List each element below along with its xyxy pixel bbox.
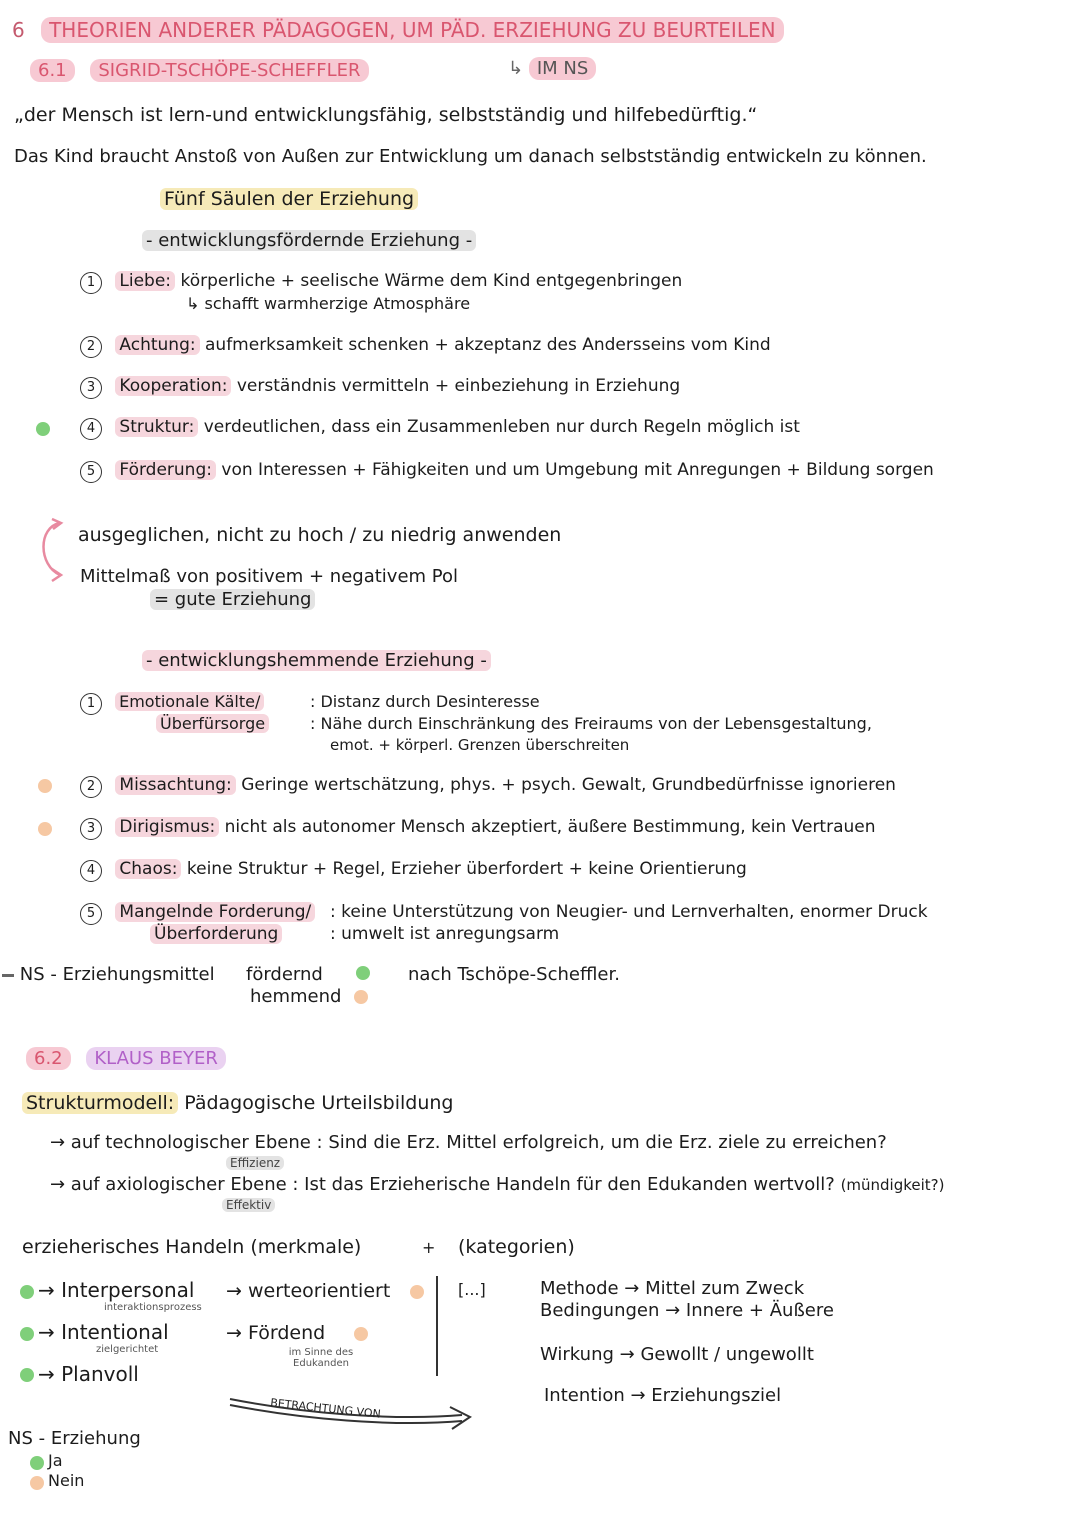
ns-side-note [508,58,596,79]
axio-sub [222,1198,275,1212]
section-number: 6 [12,18,25,42]
green-dot [30,1456,44,1470]
model-line [22,1092,453,1114]
hemmend-item-1-text3: emot. + körperl. Grenzen überschreiten [330,736,630,754]
subsection-title: KLAUS BEYER [86,1047,225,1070]
merkmal-interpersonal: → Interpersonal [38,1278,195,1302]
green-dot [20,1368,34,1382]
kategorie-methode: Methode → Mittel zum Zweck [540,1278,805,1299]
number-circle: 1 [80,693,102,715]
ellipsis: [...] [458,1280,486,1299]
number-circle: 2 [80,336,102,358]
ns-foerdernd: fördernd [246,964,323,985]
hemmend-item-1-term2 [156,714,269,733]
ns-line [2,964,215,985]
item-term: Chaos: [115,859,181,879]
handeln-heading: erzieherisches Handeln (merkmale) [22,1236,362,1258]
item-term: Mangelnde Forderung/ [115,902,315,922]
hemmend-item-5-term2 [150,924,282,944]
hemmend-item-5-text2: : umwelt ist anregungsarm [330,924,560,944]
hemmend-heading [142,650,491,671]
balance-line-1: ausgeglichen, nicht zu hoch / zu niedrig anwenden [78,524,562,546]
merkmal-werteorientiert: → werteorientiert [226,1280,391,1302]
axio-line [50,1174,945,1195]
peach-dot [354,990,368,1004]
item-term: Förderung: [115,460,216,480]
item-text: körperliche + seelische Wärme dem Kind entgegenbringen [180,271,683,291]
kategorie-bedingungen: Bedingungen → Innere + Äußere [540,1300,834,1321]
item-text: nicht als autonomer Mensch akzeptiert, äußere Bestimmung, kein Vertrauen [224,817,876,837]
foerdernd-heading-text: - entwicklungsfördernde Erziehung - [142,230,476,251]
number-circle: 4 [80,860,102,882]
kategorien-heading: (kategorien) [458,1236,575,1258]
foerdernd-item-1-sub: ↳ schafft warmherzige Atmosphäre [186,294,471,313]
legend-nein: Nein [48,1471,85,1490]
item-text: aufmerksamkeit schenken + akzeptanz des Andersseins vom Kind [205,335,771,355]
tech-sub-text: Effizienz [226,1156,284,1170]
green-dot [20,1285,34,1299]
subsection-number: 6.1 [30,59,75,82]
ns-after: nach Tschöpe-Scheffler. [408,964,620,985]
number-circle: 2 [80,776,102,798]
dash-icon [2,974,14,977]
ns-hemmend: hemmend [250,986,342,1007]
item-term: Liebe: [115,271,175,291]
pillars-title-text: Fünf Säulen der Erziehung [160,188,418,210]
axio-note: (mündigkeit?) [840,1176,945,1194]
hemmend-item-1-text: : Distanz durch Desinteresse [310,692,540,711]
item-term: Emotionale Kälte/ [115,692,264,711]
number-circle: 1 [80,272,102,294]
hemmend-item-5 [80,902,315,925]
section-title: THEORIEN ANDERER PÄDAGOGEN, UM PÄD. ERZIEHUNG ZU BEURTEILEN [41,17,783,43]
number-circle: 3 [80,818,102,840]
foerdernd-item-4 [80,417,800,440]
divider [436,1276,438,1376]
peach-dot [410,1285,424,1299]
item-text: verdeutlichen, dass ein Zusammenleben nur durch Regeln möglich ist [203,417,800,437]
merkmal-foerdend: → Fördend [226,1322,326,1344]
hemmend-item-2 [80,775,896,798]
hemmend-item-5-text: : keine Unterstützung von Neugier- und Lernverhalten, enormer Druck [330,902,928,922]
foerdernd-item-5 [80,460,934,483]
merkmal-interpersonal-sub: interaktionsprozess [104,1302,202,1313]
peach-dot [38,779,52,793]
subsection-title: SIGRID-TSCHÖPE-SCHEFFLER [90,59,368,82]
number-circle: 4 [80,418,102,440]
curved-arrow-icon [30,515,70,585]
merkmal-intentional-sub: zielgerichtet [96,1344,159,1355]
balance-line-3 [150,589,315,610]
balance-line-3-text: = gute Erziehung [150,589,315,610]
green-dot [36,422,50,436]
ns-line-label: NS - Erziehungsmittel [19,964,215,985]
peach-dot [30,1476,44,1490]
axio-sub-text: Effektiv [222,1198,275,1212]
axio-text: → auf axiologischer Ebene : Ist das Erzieherische Handeln für den Edukanden wertvoll? [50,1174,835,1195]
item-term-2: Überfürsorge [156,714,269,733]
pillars-title [160,188,418,210]
item-term: Missachtung: [115,775,235,795]
item-term-2: Überforderung [150,924,282,944]
peach-dot [38,822,52,836]
quote: „der Mensch ist lern-und entwicklungsfähig, selbstständig und hilfebedürftig.“ [14,104,758,126]
number-circle: 5 [80,461,102,483]
kategorie-intention: Intention → Erziehungsziel [544,1385,782,1406]
tech-line: → auf technologischer Ebene : Sind die Erz. Mittel erfolgreich, um die Erz. ziele zu erreichen? [50,1132,887,1153]
green-dot [20,1327,34,1341]
ns-side-note-label: IM NS [529,57,596,80]
tech-sub [226,1156,284,1170]
item-term: Dirigismus: [115,817,219,837]
peach-dot [354,1327,368,1341]
hemmend-heading-text: - entwicklungshemmende Erziehung - [142,650,491,671]
merkmal-planvoll: → Planvoll [38,1362,139,1386]
hemmend-item-1 [80,692,264,715]
item-term: Kooperation: [115,376,231,396]
balance-line-2: Mittelmaß von positivem + negativem Pol [80,566,459,587]
subsection-number: 6.2 [26,1047,71,1070]
arrow-down-right-icon: ↳ [508,58,524,79]
item-text: Geringe wertschätzung, phys. + psych. Gewalt, Grundbedürfnisse ignorieren [241,775,896,795]
foerdernd-item-2 [80,335,771,358]
betrachtung-label: BETRACHTUNG VON [269,1396,382,1421]
hemmend-item-4 [80,859,747,882]
subsection-6-2-header [26,1048,226,1069]
kategorie-wirkung: Wirkung → Gewollt / ungewollt [540,1344,814,1365]
section-6-header [12,18,784,42]
foerdernd-item-1 [80,271,682,294]
hemmend-item-1-text2: : Nähe durch Einschränkung des Freiraums von der Lebensgestaltung, [310,714,872,733]
item-text: verständnis vermitteln + einbeziehung in Erziehung [236,376,681,396]
item-term: Struktur: [115,417,198,437]
legend-title: NS - Erziehung [8,1428,141,1449]
item-term: Achtung: [115,335,199,355]
item-text: keine Struktur + Regel, Erzieher überfordert + keine Orientierung [186,859,747,879]
item-text: von Interessen + Fähigkeiten und um Umgebung mit Anregungen + Bildung sorgen [221,460,934,480]
merkmal-intentional: → Intentional [38,1320,169,1344]
green-dot [356,966,370,980]
foerdernd-heading [142,230,476,251]
plus-sign: + [422,1238,436,1257]
merkmal-foerdend-sub: im Sinne des Edukanden [288,1347,354,1369]
model-text: Pädagogische Urteilsbildung [184,1092,454,1114]
foerdernd-item-3 [80,376,680,399]
intro-line: Das Kind braucht Anstoß von Außen zur Entwicklung um danach selbstständig entwickeln zu können. [14,146,927,167]
legend-ja: Ja [48,1451,63,1470]
subsection-6-1-header [30,60,369,81]
hemmend-item-3 [80,817,876,840]
number-circle: 3 [80,377,102,399]
number-circle: 5 [80,903,102,925]
model-term: Strukturmodell: [22,1092,178,1114]
